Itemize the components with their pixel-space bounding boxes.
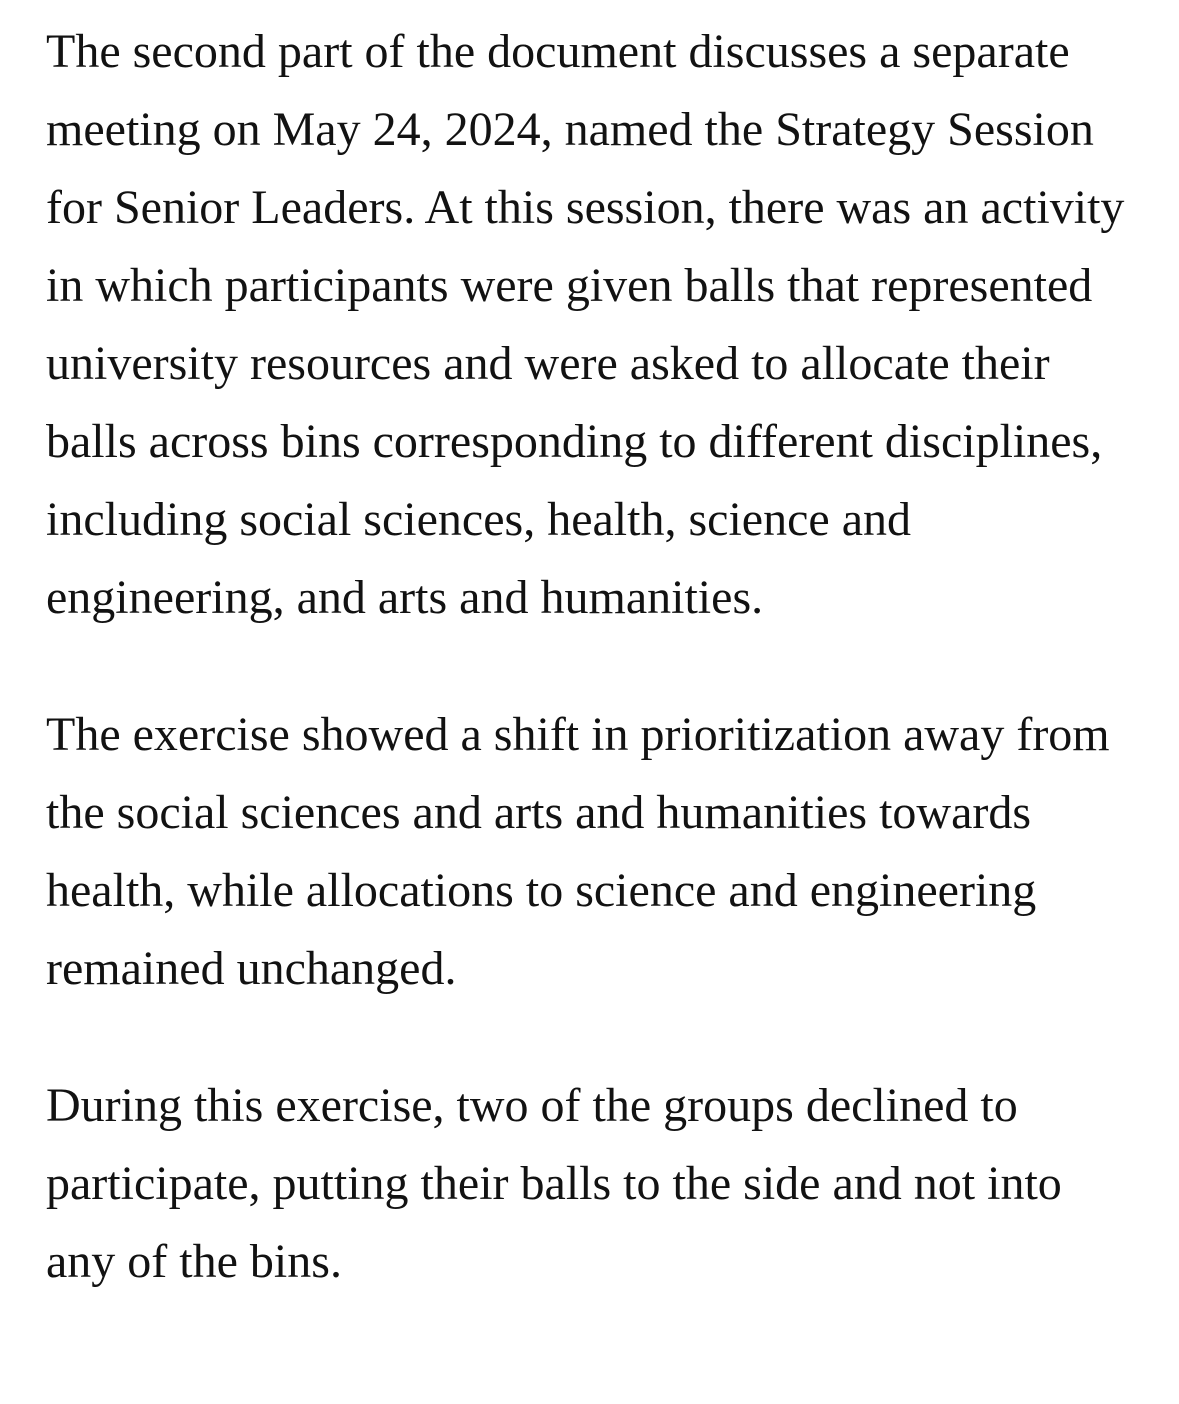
paragraph-groups-declined: During this exercise, two of the groups declined to participate, putting their balls to the side and not into any of the bins. bbox=[46, 1079, 1062, 1288]
paragraph-prioritization-shift: The exercise showed a shift in prioritization away from the social sciences and arts and humanities towards health, while allocations to science and engineering remained unchanged. bbox=[46, 708, 1110, 995]
paragraph-strategy-session: The second part of the document discusses a separate meeting on May 24, 2024, named the Strategy Session for Senior Leaders. At this session, there was an activity in which participants were given balls that represented university resources and were asked to allocate their balls across bins corresponding to different disciplines, including social sciences, health, science and engineering, and arts and humanities. bbox=[46, 25, 1125, 624]
